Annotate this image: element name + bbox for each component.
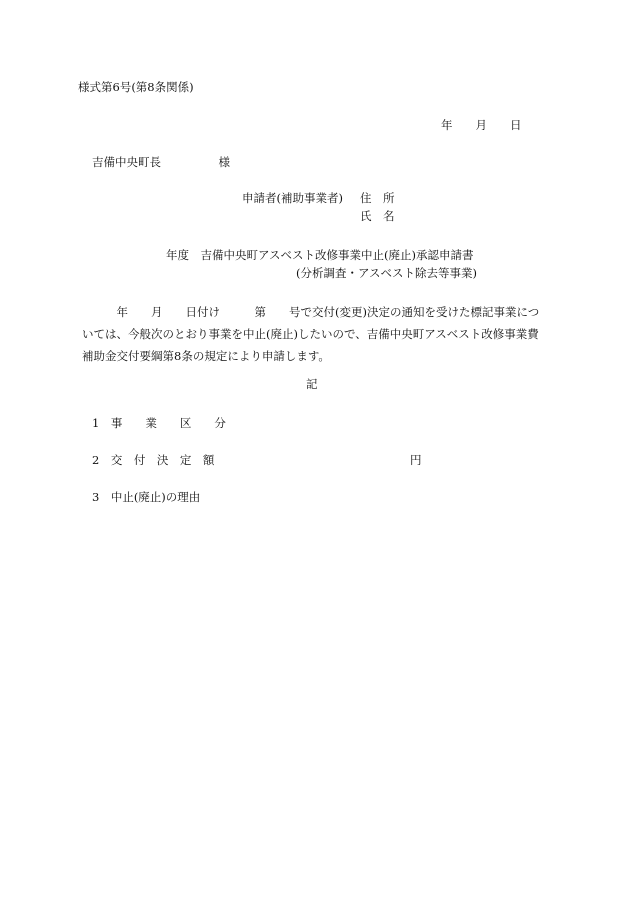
body-line-3: 補助金交付要綱第8条の規定により申請します。 [82, 349, 330, 363]
document-title: 年度 吉備中央町アスベスト改修事業中止(廃止)承認申請書 [166, 248, 474, 262]
applicant-name-label: 氏 名 [360, 209, 395, 223]
item-2-label: 2 交 付 決 定 額 [92, 453, 215, 467]
item-3-label: 3 中止(廃止)の理由 [92, 490, 201, 504]
document-subtitle: (分析調査・アスベスト除去等事業) [296, 266, 478, 280]
ki-heading: 記 [306, 377, 318, 391]
date-line: 年 月 日 [441, 118, 522, 132]
applicant-address-label: 住 所 [360, 191, 395, 205]
item-1-label: 1 事 業 区 分 [92, 416, 226, 430]
item-2-yen-unit: 円 [410, 453, 422, 467]
addressee: 吉備中央町長 様 [92, 155, 230, 169]
form-number: 様式第6号(第8条関係) [78, 80, 194, 94]
body-paragraph [82, 301, 552, 367]
applicant-label: 申請者(補助事業者) [242, 191, 343, 205]
body-line-1: 年 月 日付け 第 号で交付(変更)決定の通知を受けた標記事業につ [82, 305, 540, 319]
body-line-2: いては、今般次のとおり事業を中止(廃止)したいので、吉備中央町アスベスト改修事業費 [82, 327, 539, 341]
